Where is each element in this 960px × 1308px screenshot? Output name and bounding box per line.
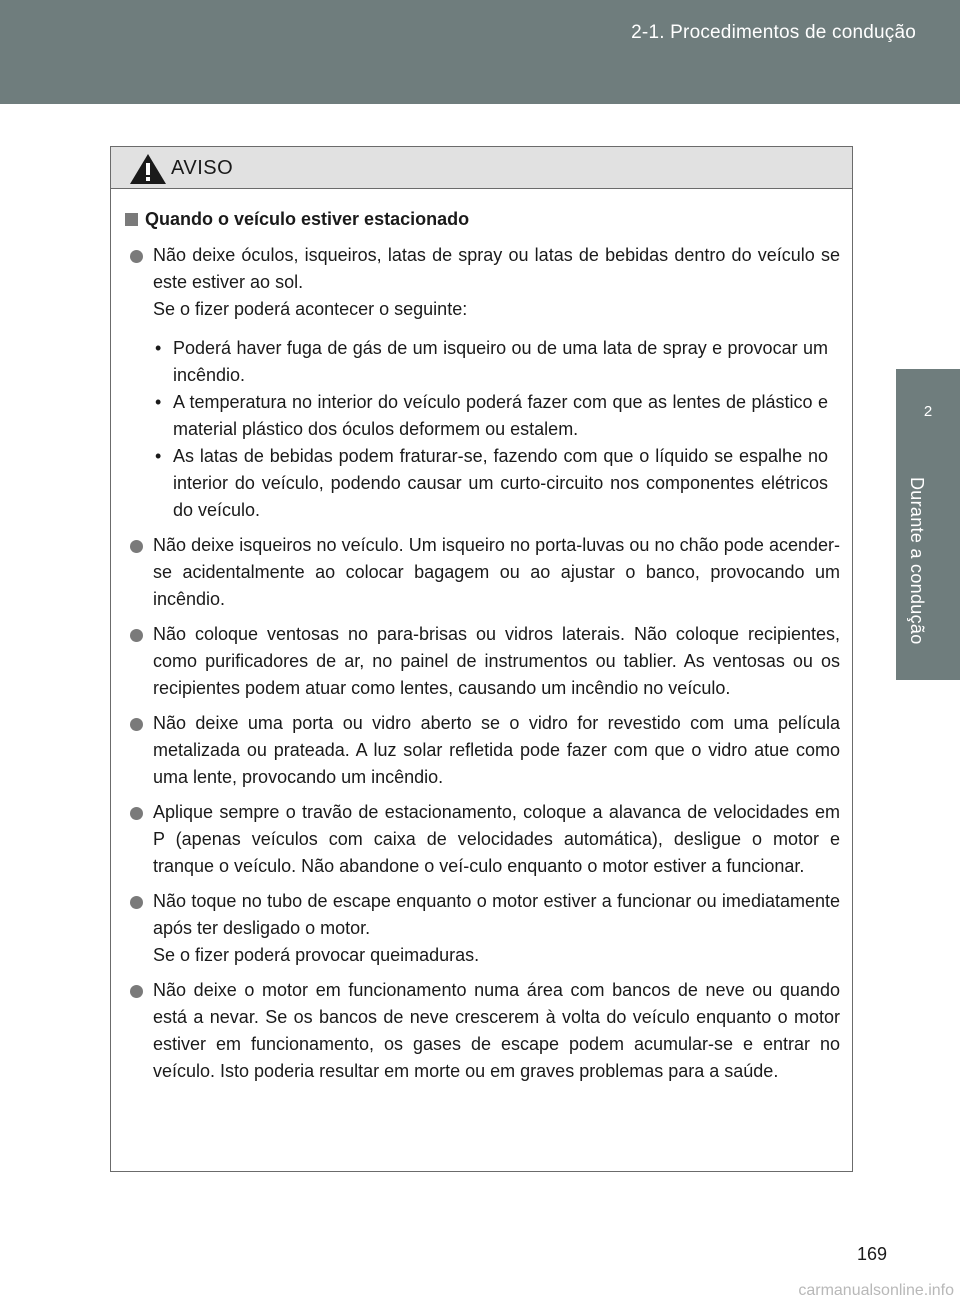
- warning-item: [123, 242, 840, 524]
- page-number: 169: [856, 1244, 887, 1264]
- circle-bullet-icon: [130, 540, 143, 553]
- subheading-text: Quando o veículo estiver estacionado: [145, 209, 470, 229]
- item-paragraph: Não deixe óculos, isqueiros, latas de spray ou latas de bebidas dentro do veículo se este estiver ao sol.: [153, 245, 840, 292]
- warning-subheading: [123, 206, 840, 232]
- circle-bullet-icon: [130, 807, 143, 820]
- item-paragraph: Não toque no tubo de escape enquanto o motor estiver a funcionar ou imediatamente após ter desligado o motor.: [153, 891, 840, 938]
- warning-triangle-icon: [129, 153, 167, 185]
- page-header-bar: [0, 0, 960, 104]
- sublist-item-text: As latas de bebidas podem fraturar-se, fazendo com que o líquido se espalhe no interior do veículo, podendo causar um curto-circuito nos componentes elétricos do veículo.: [173, 446, 828, 520]
- warning-item: [123, 532, 840, 613]
- chapter-number: 2: [923, 403, 933, 420]
- warning-title: AVISO: [171, 157, 234, 179]
- warning-item: [123, 710, 840, 791]
- warning-items: [123, 242, 840, 1085]
- item-paragraph: Não deixe isqueiros no veículo. Um isqueiro no porta-luvas ou no chão pode acender-se acidentalmente ao colocar bagagem ou ao ajustar o banco, provocando um incêndio.: [153, 535, 840, 609]
- square-bullet-icon: [125, 213, 138, 226]
- sublist-item: [153, 335, 828, 389]
- chapter-side-tab: [896, 369, 960, 680]
- dot-bullet-icon: •: [155, 338, 162, 358]
- circle-bullet-icon: [130, 896, 143, 909]
- warning-item: [123, 621, 840, 702]
- item-paragraph: Não deixe o motor em funcionamento numa área com bancos de neve ou quando está a nevar. Se os bancos de neve crescerem à volta do veículo enquanto o motor estiver em funcionamento, os gases de escape podem acumular-se e entrar no veículo. Isto poderia resultar em morte ou em graves problemas para a saúde.: [153, 980, 840, 1081]
- item-paragraph: Se o fizer poderá provocar queimaduras.: [153, 945, 480, 965]
- item-paragraph: Não deixe uma porta ou vidro aberto se o vidro for revestido com uma película metalizada ou prateada. A luz solar refletida pode fazer com que o vidro atue como uma lente, provocando um incêndio.: [153, 713, 840, 787]
- circle-bullet-icon: [130, 629, 143, 642]
- warning-item: [123, 977, 840, 1085]
- sublist-item: [153, 443, 828, 524]
- warning-body: [111, 190, 852, 1093]
- item-paragraph: Aplique sempre o travão de estacionamento, coloque a alavanca de velocidades em P (apenas veículos com caixa de velocidades automática), desligue o motor e tranque o veículo. Não abandone o veí-culo enquanto o motor estiver a funcionar.: [153, 802, 840, 876]
- sublist-item-text: A temperatura no interior do veículo poderá fazer com que as lentes de plástico e material plástico dos óculos deformem ou estalem.: [173, 392, 828, 439]
- dot-bullet-icon: •: [155, 392, 162, 412]
- circle-bullet-icon: [130, 985, 143, 998]
- warning-item: [123, 799, 840, 880]
- item-paragraph: Não coloque ventosas no para-brisas ou vidros laterais. Não coloque recipientes, como purificadores de ar, no painel de instrumentos ou tablier. As ventosas ou os recipientes podem atuar como lentes, causando um incêndio no veículo.: [153, 624, 840, 698]
- warning-item: [123, 888, 840, 969]
- site-watermark: carmanualsonline.info: [798, 1282, 954, 1299]
- chapter-name: Durante a condução: [907, 477, 927, 645]
- warning-header: [111, 147, 852, 189]
- sublist-item-text: Poderá haver fuga de gás de um isqueiro ou de uma lata de spray e provocar um incêndio.: [173, 338, 828, 385]
- circle-bullet-icon: [130, 250, 143, 263]
- item-paragraph: Se o fizer poderá acontecer o seguinte:: [153, 299, 468, 319]
- dot-bullet-icon: •: [155, 446, 162, 466]
- sublist-item: [153, 389, 828, 443]
- section-title: 2-1. Procedimentos de condução: [631, 22, 916, 43]
- warning-box: [110, 146, 853, 1172]
- circle-bullet-icon: [130, 718, 143, 731]
- warning-sublist: [153, 335, 828, 524]
